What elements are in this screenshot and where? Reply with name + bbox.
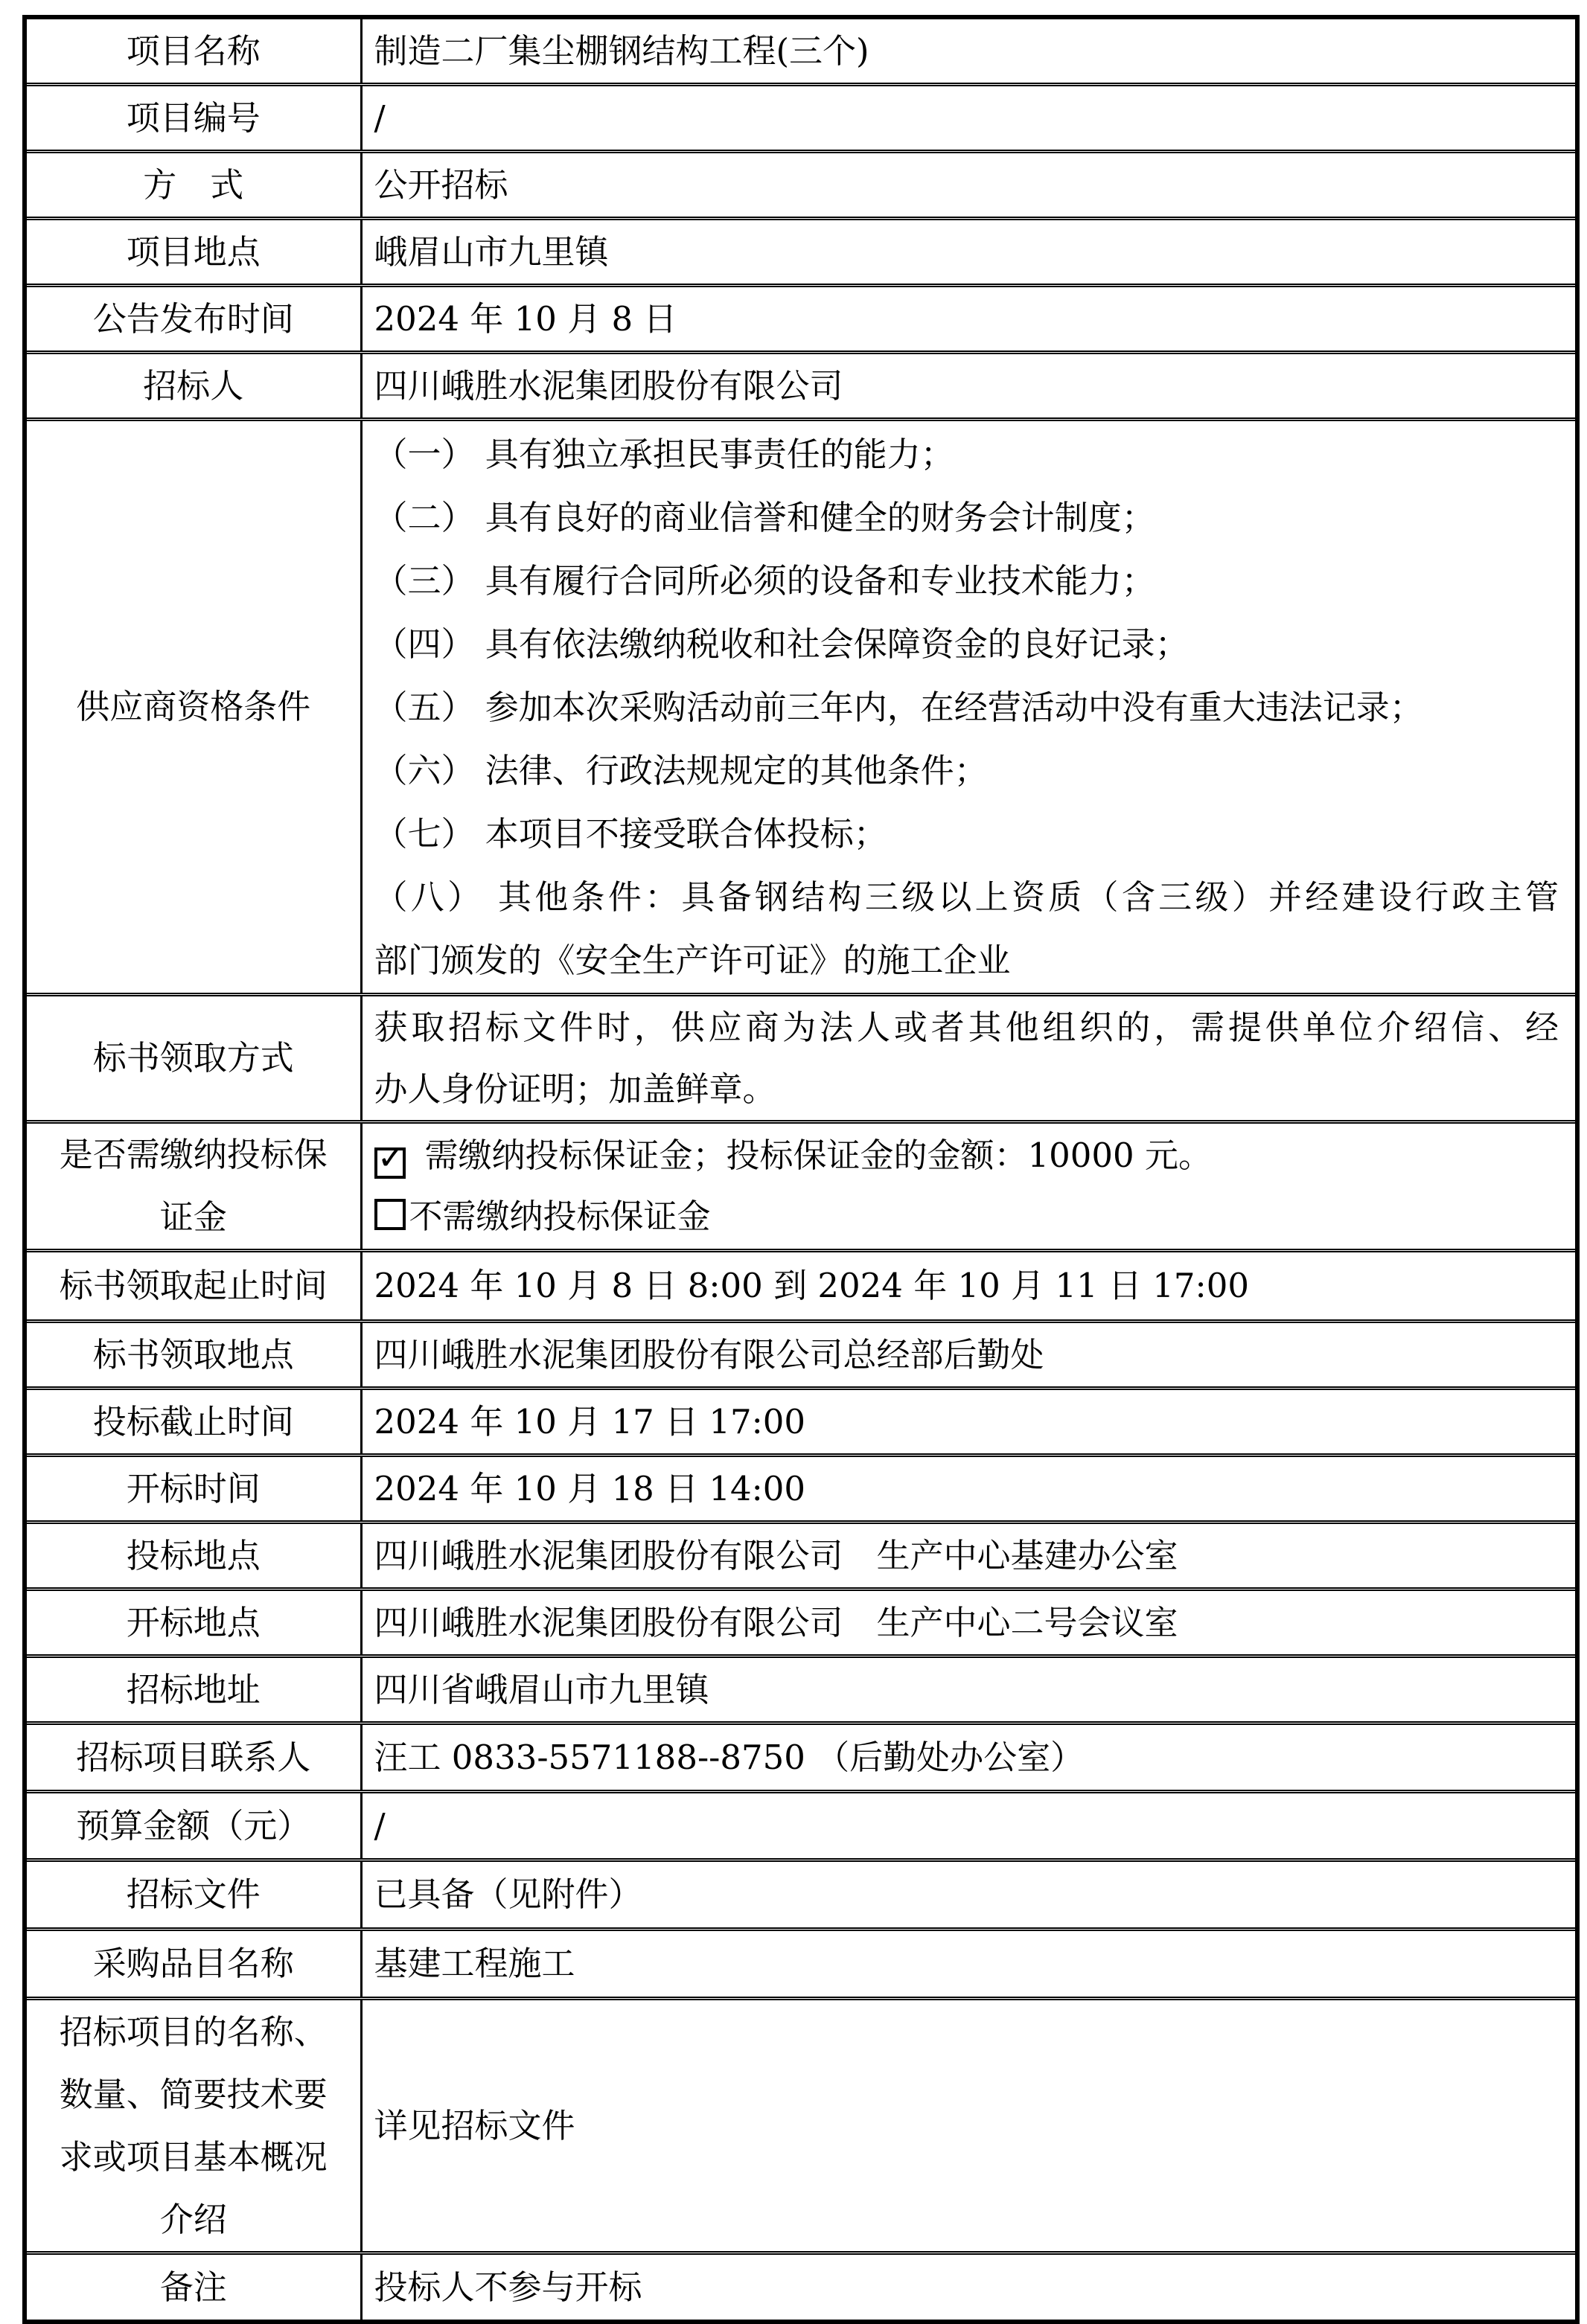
budget-amount-value: /	[361, 1792, 1577, 1860]
contact-person-value: 汪工 0833-5571188--8750 （后勤处办公室）	[361, 1723, 1577, 1792]
collection-method-line-1: 获取招标文件时，供应商为法人或者其他组织的，需提供单位介绍信、经	[374, 1008, 1559, 1047]
row-bid-opening-place	[25, 1590, 1577, 1656]
method-label: 方 式	[25, 152, 361, 219]
qualification-line-8-cont: 部门颁发的《安全生产许可证》的施工企业	[374, 940, 1011, 980]
document-collection-place-value: 四川峨胜水泥集团股份有限公司总经部后勤处	[361, 1322, 1577, 1389]
tender-document-value: 已具备（见附件）	[361, 1860, 1577, 1930]
announcement-date-label: 公告发布时间	[25, 286, 361, 353]
row-tender-address	[25, 1656, 1577, 1723]
row-contact-person	[25, 1723, 1577, 1792]
row-tenderee	[25, 353, 1577, 420]
project-name-label: 项目名称	[25, 17, 361, 85]
row-tender-document	[25, 1860, 1577, 1930]
row-announcement-date	[25, 286, 1577, 353]
row-bid-place	[25, 1523, 1577, 1590]
bid-deposit-value	[361, 1122, 1577, 1251]
bid-deposit-label: 是否需缴纳投标保证金	[25, 1122, 361, 1251]
document-collection-place-label: 标书领取地点	[25, 1322, 361, 1389]
row-project-name	[25, 17, 1577, 85]
qualification-line-3: （三） 具有履行合同所必须的设备和专业技术能力；	[374, 560, 1155, 601]
qualification-line-1: （一） 具有独立承担民事责任的能力；	[374, 434, 954, 474]
procurement-item-label: 采购品目名称	[25, 1930, 361, 1999]
bid-place-label: 投标地点	[25, 1523, 361, 1590]
row-budget-amount	[25, 1792, 1577, 1860]
project-location-value: 峨眉山市九里镇	[361, 219, 1577, 286]
contact-person-label: 招标项目联系人	[25, 1723, 361, 1792]
row-project-overview	[25, 1999, 1577, 2253]
row-supplier-qualifications	[25, 420, 1577, 995]
bid-opening-time-value: 2024 年 10 月 18 日 14:00	[361, 1456, 1577, 1523]
tender-info-table	[22, 15, 1580, 2324]
bid-opening-place-value: 四川峨胜水泥集团股份有限公司 生产中心二号会议室	[361, 1590, 1577, 1656]
row-document-collection-place	[25, 1322, 1577, 1389]
procurement-item-value: 基建工程施工	[361, 1930, 1577, 1999]
remarks-label: 备注	[25, 2253, 361, 2323]
tender-document-label: 招标文件	[25, 1860, 361, 1930]
supplier-qualifications-label: 供应商资格条件	[25, 420, 361, 995]
bid-deadline-label: 投标截止时间	[25, 1389, 361, 1456]
qualification-line-8: （八） 其他条件：具备钢结构三级以上资质（含三级）并经建设行政主管	[374, 877, 1559, 917]
row-method	[25, 152, 1577, 219]
check-mark: ✓	[377, 1137, 406, 1177]
checkbox-checked-icon	[374, 1137, 406, 1179]
tenderee-label: 招标人	[25, 353, 361, 420]
row-document-collection-period	[25, 1251, 1577, 1322]
row-document-collection-method	[25, 995, 1577, 1122]
bid-place-value: 四川峨胜水泥集团股份有限公司 生产中心基建办公室	[361, 1523, 1577, 1590]
row-project-number	[25, 85, 1577, 152]
document-collection-method-label: 标书领取方式	[25, 995, 361, 1122]
deposit-not-required-text: 不需缴纳投标保证金	[409, 1197, 711, 1236]
checkbox-unchecked-icon	[374, 1199, 406, 1230]
remarks-value: 投标人不参与开标	[361, 2253, 1577, 2323]
row-bid-deadline	[25, 1389, 1577, 1456]
bid-deadline-value: 2024 年 10 月 17 日 17:00	[361, 1389, 1577, 1456]
project-name-value: 制造二厂集尘棚钢结构工程(三个)	[361, 17, 1577, 85]
tender-address-value: 四川省峨眉山市九里镇	[361, 1656, 1577, 1723]
qualification-line-5: （五） 参加本次采购活动前三年内，在经营活动中没有重大违法记录；	[374, 687, 1423, 727]
row-procurement-item	[25, 1930, 1577, 1999]
project-location-label: 项目地点	[25, 219, 361, 286]
deposit-option-not-required	[374, 1186, 1559, 1247]
announcement-date-value: 2024 年 10 月 8 日	[361, 286, 1577, 353]
deposit-required-text: 需缴纳投标保证金；投标保证金的金额：10000 元。	[424, 1136, 1212, 1175]
qualification-line-7: （七） 本项目不接受联合体投标；	[374, 813, 887, 854]
tenderee-value: 四川峨胜水泥集团股份有限公司	[361, 353, 1577, 420]
method-value: 公开招标	[361, 152, 1577, 219]
collection-method-line-2: 办人身份证明；加盖鲜章。	[374, 1069, 776, 1109]
row-remarks	[25, 2253, 1577, 2323]
document-collection-period-label: 标书领取起止时间	[25, 1251, 361, 1322]
qualification-line-6: （六） 法律、行政法规规定的其他条件；	[374, 750, 988, 790]
qualification-line-4: （四） 具有依法缴纳税收和社会保障资金的良好记录；	[374, 624, 1189, 664]
qualification-line-2: （二） 具有良好的商业信誉和健全的财务会计制度；	[374, 497, 1155, 537]
budget-amount-label: 预算金额（元）	[25, 1792, 361, 1860]
row-bid-opening-time	[25, 1456, 1577, 1523]
deposit-option-required	[374, 1125, 1559, 1186]
project-number-value: /	[361, 85, 1577, 152]
project-overview-label: 招标项目的名称、数量、简要技术要求或项目基本概况介绍	[25, 1999, 361, 2253]
bid-opening-place-label: 开标地点	[25, 1590, 361, 1656]
project-number-label: 项目编号	[25, 85, 361, 152]
bid-opening-time-label: 开标时间	[25, 1456, 361, 1523]
project-overview-value: 详见招标文件	[361, 1999, 1577, 2253]
row-bid-deposit	[25, 1122, 1577, 1251]
row-project-location	[25, 219, 1577, 286]
document-collection-method-value	[361, 995, 1577, 1122]
supplier-qualifications-value	[361, 420, 1577, 995]
document-collection-period-value: 2024 年 10 月 8 日 8:00 到 2024 年 10 月 11 日 17:00	[361, 1251, 1577, 1322]
tender-address-label: 招标地址	[25, 1656, 361, 1723]
